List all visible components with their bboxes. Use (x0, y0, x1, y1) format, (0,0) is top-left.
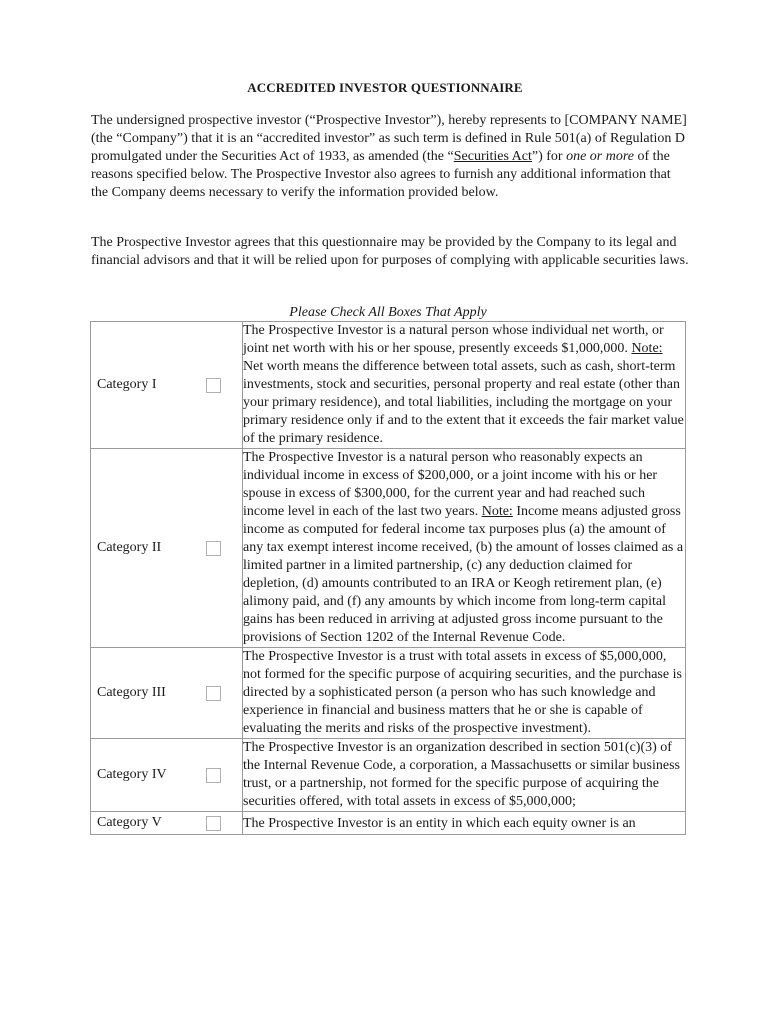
description-text: Net worth means the difference between total assets, such as cash, short-term investments, stock and securities, personal property and real estate (other than your primary residence), and total liabilities, including the mortgage on your primary residence only if and to the extent that it exceeds the fair market value of the primary residence. (243, 359, 684, 446)
category-cell (91, 648, 243, 739)
category-row-1 (91, 322, 686, 449)
category-label: Category I (97, 377, 157, 392)
category-cell (91, 739, 243, 812)
description-text: Income means adjusted gross income as computed for federal income tax purposes plus (a) the amount of any tax exempt interest income received, (b) the amount of losses claimed as a limited partner in a limited partnership, (c) any deduction claimed for depletion, (d) amounts contributed to an IRA or Keogh retirement plan, (e) alimony paid, and (f) any amounts by which income from long-term capital gains has been reduced in arriving at adjusted gross income pursuant to the provisions of Section 1202 of the Internal Revenue Code. (243, 504, 684, 645)
category-2-description (243, 449, 686, 648)
category-label: Category II (97, 540, 162, 555)
category-label: Category V (97, 815, 162, 830)
category-row-2 (91, 449, 686, 648)
category-3-description: The Prospective Investor is a trust with total assets in excess of $5,000,000, not formed for the specific purpose of acquiring securities, and the purchase is directed by a sophisticated person (a person who has such knowledge and experience in financial and business matters that he or she is capable of evaluating the merits and risks of the prospective investment). (243, 648, 686, 739)
category-1-description (243, 322, 686, 449)
category-row-4 (91, 739, 686, 812)
category-label: Category III (97, 685, 166, 700)
category-cell (91, 449, 243, 648)
check-instruction: Please Check All Boxes That Apply (289, 305, 487, 320)
intro-emphasis: one or more (566, 149, 635, 164)
category-4-checkbox[interactable] (206, 768, 221, 783)
description-text: The Prospective Investor is a natural person whose individual net worth, or joint net worth with his or her spouse, presently exceeds $1,000,000. (243, 323, 664, 356)
intro-text-part3: of the reasons specified below. The Prospective Investor also agrees to furnish any additional information that the Company deems necessary to verify the information provided below. (91, 149, 671, 200)
document-title: ACCREDITED INVESTOR QUESTIONNAIRE (247, 80, 523, 95)
intro-text-part2: ”) for (531, 149, 567, 164)
category-2-checkbox[interactable] (206, 541, 221, 556)
category-label: Category IV (97, 767, 167, 782)
category-4-description: The Prospective Investor is an organization described in section 501(c)(3) of the Internal Revenue Code, a corporation, a Massachusetts or similar business trust, or a partnership, not formed for the specific purpose of acquiring the securities offered, with total assets in excess of $5,000,000; (243, 739, 686, 812)
category-table (90, 321, 686, 835)
category-row-5 (91, 812, 686, 835)
category-cell (91, 322, 243, 449)
note-label: Note: (631, 341, 663, 356)
intro-text-part1: The undersigned prospective investor (“Prospective Investor”), hereby represents to [COMPANY NAME] (the “Company”) that it is an “accredited investor” as such term is defined in Rule 501(a) of Regulation D promulgated under the Securities Act of 1933, as amended (the “ (91, 113, 687, 164)
category-row-3 (91, 648, 686, 739)
description-text: The Prospective Investor is a natural person who reasonably expects an individual income in excess of $200,000, or a joint income with his or her spouse in excess of $300,000, for the current year and had reached such income level in each of the last two years. (243, 450, 658, 519)
category-3-checkbox[interactable] (206, 686, 221, 701)
reliance-paragraph: The Prospective Investor agrees that this questionnaire may be provided by the Company to its legal and financial advisors and that it will be relied upon for purposes of complying with applicable securities laws. (91, 235, 689, 268)
category-5-checkbox[interactable] (206, 816, 221, 831)
securities-act-term: Securities Act (453, 149, 532, 164)
category-1-checkbox[interactable] (206, 378, 221, 393)
intro-paragraph (91, 112, 691, 202)
category-cell (91, 812, 243, 835)
category-5-description: The Prospective Investor is an entity in which each equity owner is an (243, 812, 686, 835)
note-label: Note: (481, 504, 513, 519)
